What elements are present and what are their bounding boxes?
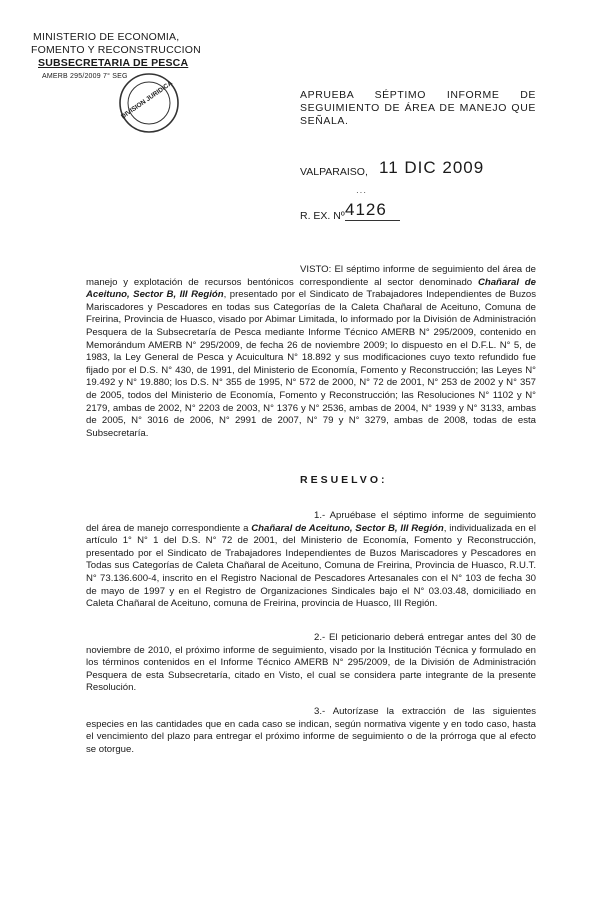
ministry-line-1: MINISTERIO DE ECONOMIA, — [33, 31, 180, 43]
title-line-2: SEGUIMIENTO DE ÁREA DE MANEJO QUE — [300, 102, 536, 114]
subsecretaria-line: SUBSECRETARIA DE PESCA — [38, 57, 189, 69]
article-1 — [86, 510, 536, 611]
division-juridica-seal — [118, 72, 180, 134]
rex-number: 4126 — [345, 200, 400, 221]
resolution-title — [300, 89, 536, 128]
number-marks: ··· — [356, 188, 367, 197]
rex-label: R. EX. Nº — [300, 210, 345, 222]
resuelvo-heading: RESUELVO: — [300, 474, 388, 486]
article-3 — [86, 706, 536, 756]
ministry-line-2: FOMENTO Y RECONSTRUCCION — [31, 44, 201, 56]
article-1-lead: 1.- Apruébase el séptimo informe de seguimiento del área de manejo correspondiente a — [86, 510, 536, 534]
article-3-text: 3.- Autorízase la extracción de las siguientes especies en las cantidades que en cada caso se indican, según normativa vigente y en todo caso, hasta el vencimiento del plazo para entregar el próximo informe de seguimiento o de la prórroga que al efecto se otorgue. — [86, 706, 536, 755]
article-2 — [86, 632, 536, 695]
seal-text: DIVISION JURIDICA — [119, 79, 175, 121]
title-line-1: APRUEBA SÉPTIMO INFORME DE — [300, 89, 536, 101]
visto-paragraph — [86, 264, 536, 440]
article-1-sector: Chañaral de Aceituno, Sector B, III Región — [251, 522, 444, 534]
article-2-text: 2.- El peticionario deberá entregar antes del 30 de noviembre de 2010, el próximo informe de seguimiento, visado por la Institución Técnica y formulado en los términos contenidos en el Informe Técnico AMERB N° 295/2009, de la División de Administración Pesquera de esta Subsecretaría, citado en Visto, el cual se considera parte integrante de la presente Resolución. — [86, 632, 536, 694]
article-1-rest: , individualizada en el artículo 1° N° 1 del D.S. N° 72 de 2001, del Ministerio de Economía, Fomento y Reconstrucción, presentado por el Sindicato de Trabajadores Independientes de Buzos Mariscadores y Pescadores en Todas sus Categorías de Caleta Chañaral de Aceituno, Comuna de Freirina, Provincia de Huasco, R.U.T. N° 73.136.600-4, inscrito en el Registro Nacional de Pescadores Artesanales con el N° 103 de fecha 30 de mayo de 1997 y en el Registro de Organizaciones Sindicales bajo el N° 03.03.48, domiciliado en Caleta Chañaral de Aceituno, comuna de Freirina, provincia de Huasco, III Región. — [86, 522, 536, 610]
visto-sector: Chañaral de Aceituno, Sector B, III Región — [86, 276, 536, 301]
date-stamp: 11 DIC 2009 — [379, 158, 485, 177]
place-label: VALPARAISO, — [300, 166, 368, 178]
visto-lead: VISTO: El séptimo informe de seguimiento del área de manejo y explotación de recursos bentónicos correspondiente al sector denominado — [86, 264, 536, 288]
visto-rest: , presentado por el Sindicato de Trabajadores Independientes de Buzos Mariscadores y Pescadores en todas sus Categorías de la Caleta Chañaral de Aceituno, Comuna de Freirina, Provincia de Huasco, visado por Abimar Limitada, lo informado por la División de Administración Pesquera de la Subsecretaría de Pesca mediante Informe Técnico AMERB N° 295/2009, contenido en Memorándum AMERB N° 295/2009, de fecha 26 de noviembre 2009; lo dispuesto en el D.F.L. N° 5, de 1983, la Ley General de Pesca y Acuicultura N° 18.892 y sus modificaciones cuyo texto refundido fue fijado por el D.S. N° 430, de 1991, del Ministerio de Economía, Fomento y Reconstrucción; las Leyes N° 19.492 y N° 19.880; los D.S. N° 355 de 1995, N° 572 de 2000, N° 72 de 2001, N° 253 de 2002 y N° 357 de 2005, todos del Ministerio de Economía, Fomento y Reconstrucción; las Resoluciones N° 1102 y N° 2179, ambas de 2002, N° 2203 de 2003, N° 1376 y N° 2536, ambas de 2004, N° 1939 y N° 3133, ambas de 2005, N° 3016 de 2006, N° 2991 de 2007, N° 79 y N° 3279, ambas de 2008, todas de esta Subsecretaría. — [86, 289, 536, 439]
title-line-3: SEÑALA. — [300, 115, 349, 127]
amerb-reference: AMERB 295/2009 7° SEG — [42, 73, 128, 80]
